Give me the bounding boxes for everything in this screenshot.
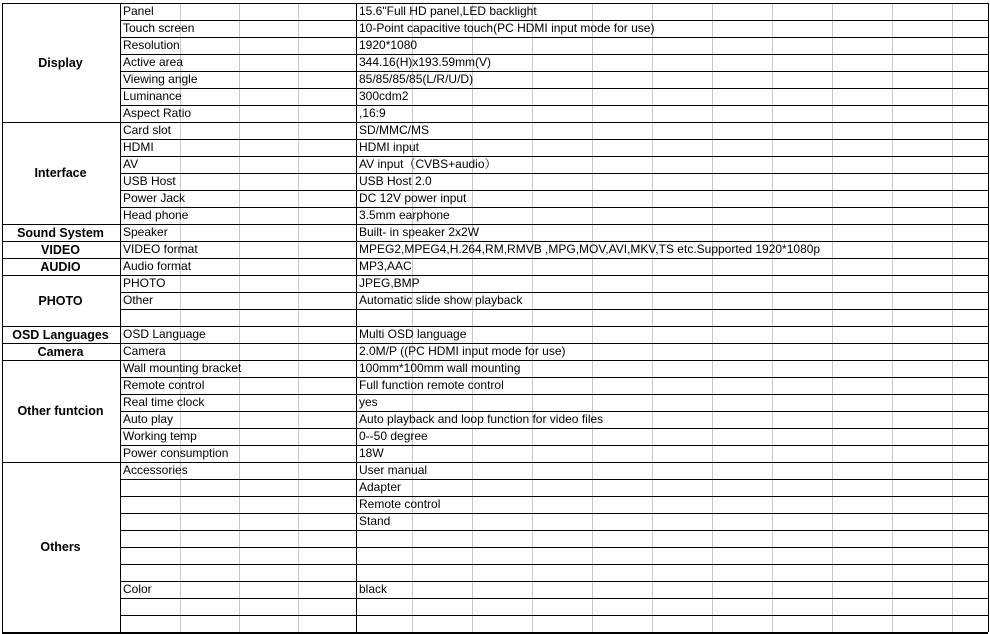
spec-label: HDMI — [123, 140, 154, 154]
spec-value: 344.16(H)x193.59mm(V) — [359, 55, 492, 69]
spec-label — [123, 496, 355, 513]
spec-value: Auto playback and loop function for video files — [359, 412, 604, 426]
spec-label — [123, 530, 355, 547]
spec-value — [359, 564, 987, 581]
spec-value: 0--50 degree — [359, 429, 428, 443]
category-label: Other funtcion — [17, 404, 104, 418]
spec-value: 300cdm2 — [359, 89, 409, 103]
spec-label: USB Host — [123, 174, 176, 188]
spec-value: MPEG2,MPEG4,H.264,RM,RMVB ,MPG,MOV,AVI,MKV,TS etc.Supported 1920*1080p — [359, 242, 821, 256]
spec-label: Power consumption — [123, 446, 229, 460]
spec-label — [123, 513, 355, 530]
spec-label: Remote control — [123, 378, 205, 392]
spec-value — [359, 615, 987, 632]
section-divider — [2, 258, 988, 259]
spec-label: Speaker — [123, 225, 168, 239]
spec-value: HDMI input — [359, 140, 420, 154]
spec-label: Real time clock — [123, 395, 205, 409]
spec-label: Viewing angle — [123, 72, 198, 86]
column-border — [2, 3, 3, 632]
section-divider — [2, 360, 988, 361]
spec-label: Aspect Ratio — [123, 106, 192, 120]
spec-value: 85/85/85/85(L/R/U/D) — [359, 72, 474, 86]
section-divider — [2, 275, 988, 276]
spec-value: 100mm*100mm wall mounting — [359, 361, 521, 375]
spec-value: Multi OSD language — [359, 327, 467, 341]
spec-label: Wall mounting bracket — [123, 361, 242, 375]
spec-label: Accessories — [123, 463, 188, 477]
spec-label: Luminance — [123, 89, 182, 103]
section-divider — [2, 462, 988, 463]
section-divider — [2, 3, 988, 4]
spec-value: Stand — [359, 514, 391, 528]
spec-label: Touch screen — [123, 21, 195, 35]
spec-label — [123, 598, 355, 615]
spec-value: Remote control — [359, 497, 441, 511]
section-divider — [2, 326, 988, 327]
column-border — [120, 3, 121, 632]
spec-value: Built- in speaker 2x2W — [359, 225, 480, 239]
spec-label: Card slot — [123, 123, 172, 137]
spec-value: yes — [359, 395, 378, 409]
section-divider — [2, 241, 988, 242]
spec-label: AV — [123, 157, 139, 171]
spec-label: Panel — [123, 4, 154, 18]
spec-value: SD/MMC/MS — [359, 123, 429, 137]
category-label: Display — [38, 55, 83, 70]
spec-label — [123, 479, 355, 496]
category-label: OSD Languages — [12, 327, 109, 342]
spec-value: 10-Point capacitive touch(PC HDMI input mode for use) — [359, 21, 655, 35]
column-border — [356, 3, 357, 632]
spec-value: 1920*1080 — [359, 38, 418, 52]
spec-value: AV input（CVBS+audio） — [359, 157, 497, 171]
spec-label: Working temp — [123, 429, 197, 443]
spec-label: Head phone — [123, 208, 189, 222]
section-divider — [2, 122, 988, 123]
spec-value: 3.5mm earphone — [359, 208, 450, 222]
category-label: VIDEO — [41, 242, 80, 257]
spec-value: JPEG,BMP — [359, 276, 420, 290]
spec-label: Color — [123, 582, 152, 596]
spec-value — [359, 309, 987, 326]
spec-value: User manual — [359, 463, 428, 477]
category-label: PHOTO — [38, 293, 83, 308]
spec-value: ,16:9 — [359, 106, 386, 120]
section-divider — [2, 343, 988, 344]
spec-value: 15.6"Full HD panel,LED backlight — [359, 4, 537, 18]
section-divider — [2, 224, 988, 225]
category-label: Others — [40, 540, 81, 554]
spec-value: USB Host 2.0 — [359, 174, 432, 188]
category-label: Interface — [34, 166, 87, 180]
spec-label: OSD Language — [123, 327, 206, 341]
category-label: Camera — [37, 344, 84, 359]
spec-label: Power Jack — [123, 191, 186, 205]
spec-label: Active area — [123, 55, 184, 69]
spec-label — [123, 309, 355, 326]
spec-label: Resolution — [123, 38, 180, 52]
spec-value: 18W — [359, 446, 384, 460]
spec-value: Adapter — [359, 480, 402, 494]
column-border — [988, 3, 989, 632]
spec-label — [123, 615, 355, 632]
category-label: AUDIO — [40, 259, 81, 274]
spec-value: black — [359, 582, 388, 596]
spec-value: Full function remote control — [359, 378, 504, 392]
spec-label — [123, 547, 355, 564]
spec-label: PHOTO — [123, 276, 166, 290]
spec-value — [359, 598, 987, 615]
spec-label: Auto play — [123, 412, 174, 426]
spec-label — [123, 564, 355, 581]
spec-value — [359, 530, 987, 547]
spec-label: Camera — [123, 344, 166, 358]
spec-label: Other — [123, 293, 154, 307]
spec-label: VIDEO format — [123, 242, 198, 256]
spec-label: Audio format — [123, 259, 192, 273]
spec-value: 2.0M/P ((PC HDMI input mode for use) — [359, 344, 566, 358]
spec-value: Automatic slide show playback — [359, 293, 523, 307]
spec-value: MP3,AAC — [359, 259, 412, 273]
spec-value — [359, 547, 987, 564]
category-label: Sound System — [17, 225, 104, 240]
spec-value: DC 12V power input — [359, 191, 467, 205]
